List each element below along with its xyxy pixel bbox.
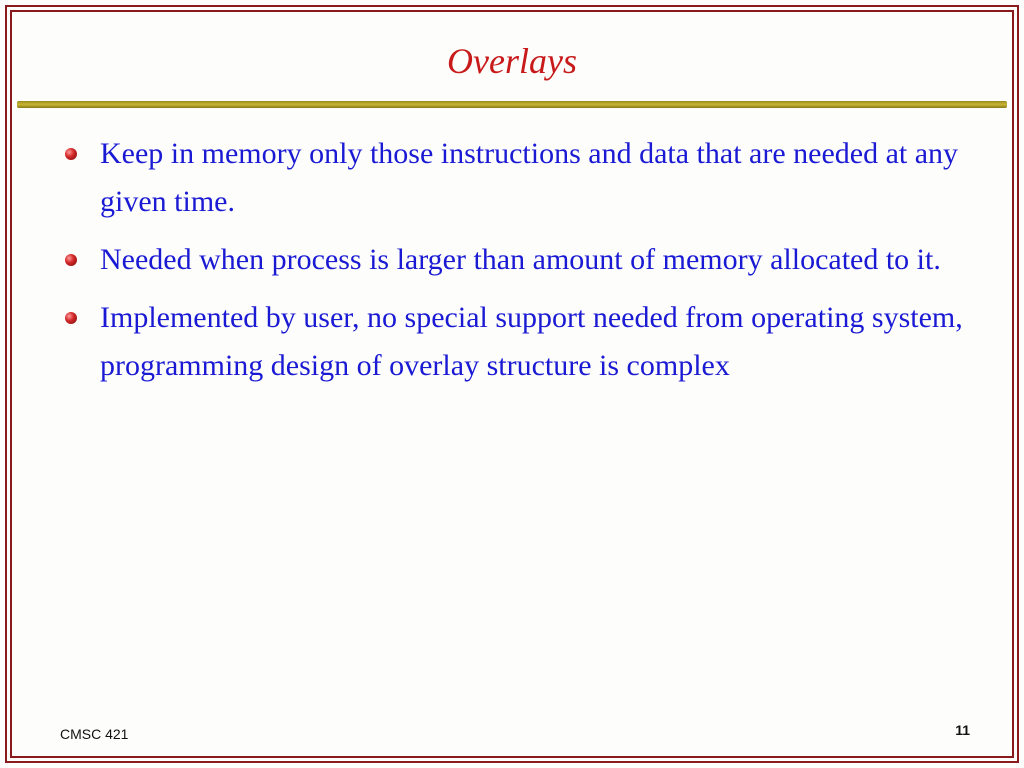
bullet-list [60, 130, 990, 400]
bullet-item [60, 294, 990, 390]
bullet-icon [65, 312, 77, 324]
bullet-icon [65, 148, 77, 160]
bullet-text: Keep in memory only those instructions and data that are needed at any given time. [100, 137, 959, 218]
page-number: 11 [955, 722, 970, 738]
slide-title: Overlays [447, 41, 577, 81]
bullet-text: Needed when process is larger than amount of memory allocated to it. [100, 243, 941, 276]
bullet-text: Implemented by user, no special support needed from operating system, programming design of overlay structure is complex [100, 301, 963, 382]
title-divider [17, 101, 1007, 108]
bullet-item [60, 130, 990, 226]
bullet-icon [65, 254, 77, 266]
bullet-item [60, 236, 990, 284]
footer-course-label: CMSC 421 [60, 726, 129, 742]
